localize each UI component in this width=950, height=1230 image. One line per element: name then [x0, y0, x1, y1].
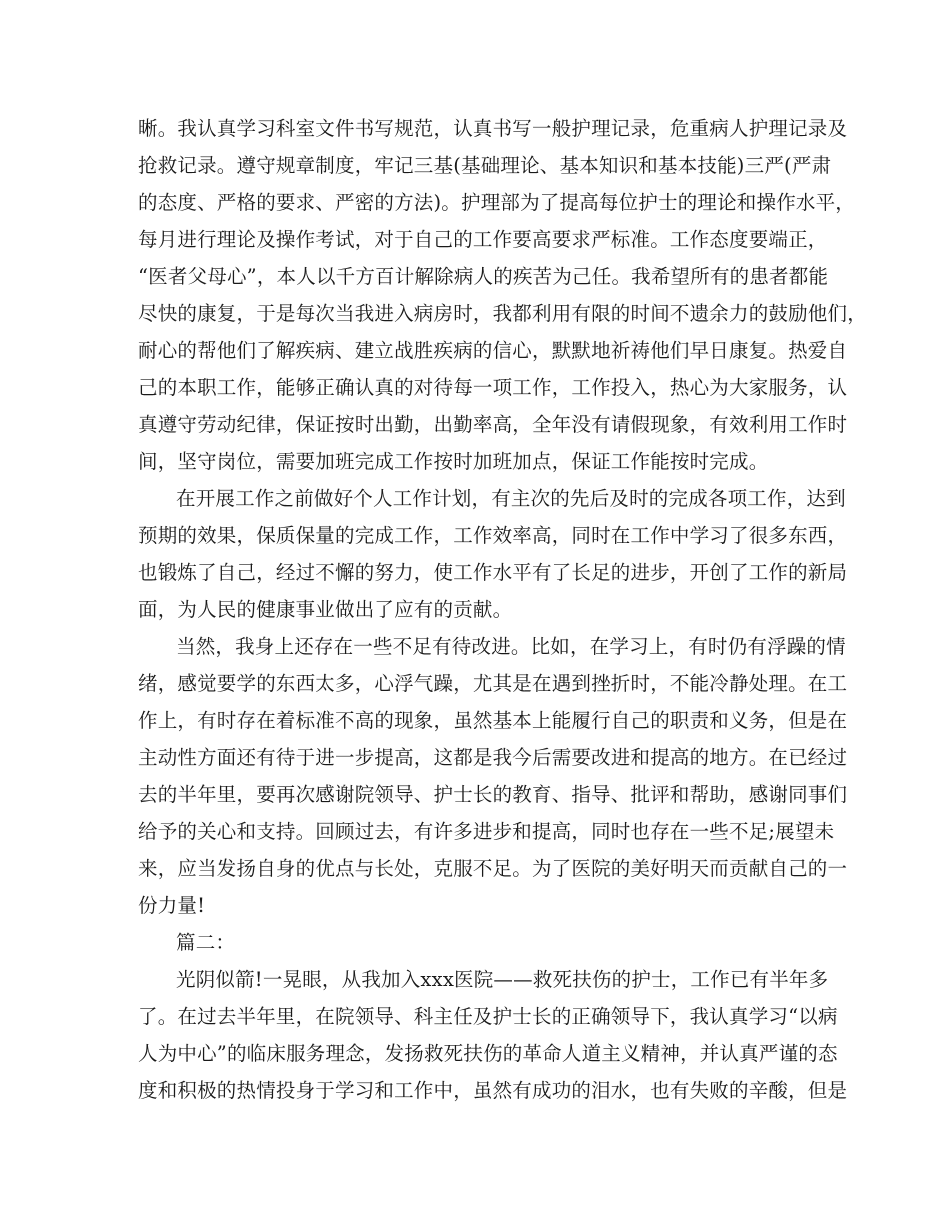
paragraph-2	[138, 480, 848, 628]
text-line: 每月进行理论及操作考试，对于自己的工作要高要求严标准。工作态度要端正，	[138, 228, 828, 251]
text-line: 耐心的帮他们了解疾病、建立战胜疾病的信心，默默地祈祷他们早日康复。热爱自	[138, 339, 848, 362]
text-line: 晰。我认真学习科室文件书写规范，认真书写一般护理记录，危重病人护理记录及	[138, 117, 848, 140]
text-line: 抢救记录。遵守规章制度，牢记三基(基础理论、基本知识和基本技能)三严(严肃	[138, 154, 832, 177]
text-line: 在开展工作之前做好个人工作计划，有主次的先后及时的完成各项工作，达到	[176, 487, 846, 510]
section-heading: 篇二：	[176, 931, 236, 954]
text-line: 光阴似箭!一晃眼，从我加入xxx医院——救死扶伤的护士，工作已有半年多	[176, 968, 829, 991]
text-line: 主动性方面还有待于进一步提高，这都是我今后需要改进和提高的地方。在已经过	[138, 746, 848, 769]
paragraph-3	[138, 628, 848, 924]
text-line: 了。在过去半年里，在院领导、科主任及护士长的正确领导下，我认真学习“以病	[138, 1005, 838, 1028]
text-line: 也锻炼了自己，经过不懈的努力，使工作水平有了长足的进步，开创了工作的新局	[138, 561, 848, 584]
text-line: 面，为人民的健康事业做出了应有的贡献。	[138, 598, 513, 621]
text-line: “医者父母心”，本人以千方百计解除病人的疾苦为己任。我希望所有的患者都能	[138, 265, 829, 288]
text-line: 间，坚守岗位，需要加班完成工作按时加班加点，保证工作能按时完成。	[138, 450, 769, 473]
text-line: 预期的效果，保质保量的完成工作，工作效率高，同时在工作中学习了很多东西，	[138, 524, 848, 547]
text-line: 度和积极的热情投身于学习和工作中，虽然有成功的泪水，也有失败的辛酸，但是	[138, 1079, 848, 1102]
text-line: 去的半年里，要再次感谢院领导、护士长的教育、指导、批评和帮助，感谢同事们	[138, 783, 848, 806]
text-line: 当然，我身上还存在一些不足有待改进。比如，在学习上，有时仍有浮躁的情	[176, 635, 846, 658]
text-line: 的态度、严格的要求、严密的方法)。护理部为了提高每位护士的理论和操作水平，	[138, 191, 856, 214]
paragraph-4	[138, 961, 848, 1109]
text-line: 份力量!	[138, 894, 206, 917]
text-line: 尽快的康复，于是每次当我进入病房时，我都利用有限的时间不遗余力的鼓励他们，	[138, 302, 867, 325]
document-body	[138, 110, 867, 1109]
text-line: 己的本职工作，能够正确认真的对待每一项工作，工作投入，热心为大家服务，认	[138, 376, 848, 399]
text-line: 来，应当发扬自身的优点与长处，克服不足。为了医院的美好明天而贡献自己的一	[138, 857, 848, 880]
text-line: 绪，感觉要学的东西太多，心浮气躁，尤其是在遇到挫折时，不能冷静处理。在工	[138, 672, 848, 695]
text-line: 给予的关心和支持。回顾过去，有许多进步和提高，同时也存在一些不足;展望未	[138, 820, 835, 843]
text-line: 人为中心”的临床服务理念，发扬救死扶伤的革命人道主义精神，并认真严谨的态	[138, 1042, 838, 1065]
text-line: 作上，有时存在着标准不高的现象，虽然基本上能履行自己的职责和义务，但是在	[138, 709, 848, 732]
text-line: 真遵守劳动纪律，保证按时出勤，出勤率高，全年没有请假现象，有效利用工作时	[138, 413, 848, 436]
paragraph-1	[138, 110, 867, 480]
